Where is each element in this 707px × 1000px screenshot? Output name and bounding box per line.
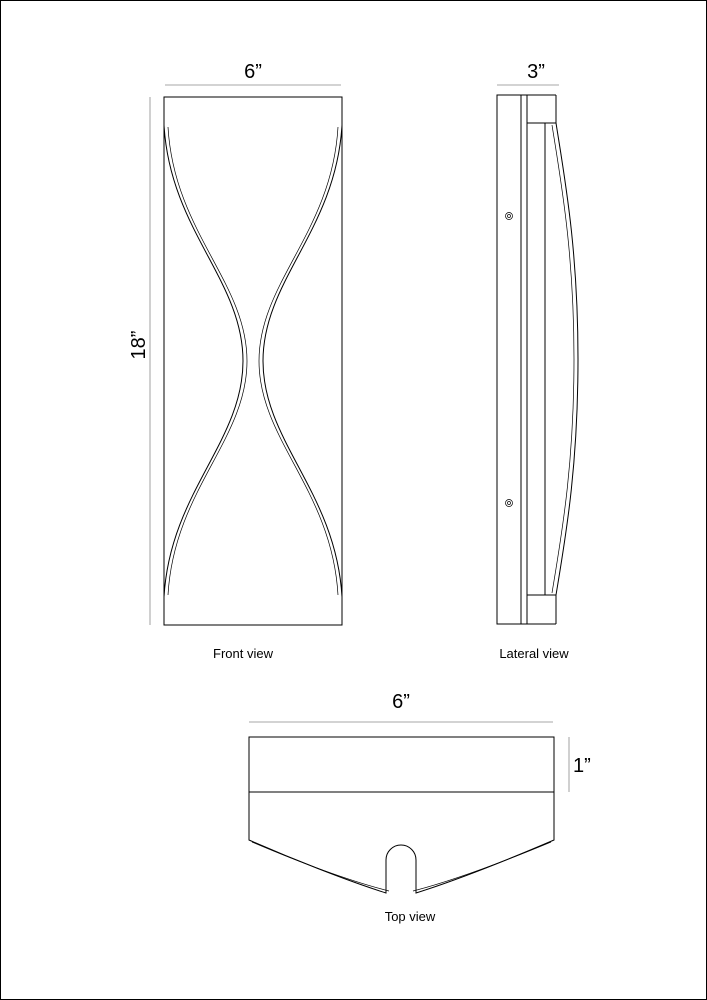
screw-bottom-icon	[506, 500, 513, 507]
front-body-outline	[164, 97, 342, 625]
lateral-back-plate	[497, 95, 521, 624]
lateral-bulge-curve	[556, 123, 578, 595]
lateral-view	[497, 61, 578, 661]
front-view	[128, 61, 342, 661]
screw-top-icon	[506, 213, 513, 220]
lateral-bulge-curve-inner	[552, 125, 574, 593]
lateral-depth-label: 3”	[527, 61, 545, 83]
front-width-label: 6”	[244, 61, 262, 83]
top-body-outline	[249, 792, 554, 893]
top-thickness-label: 1”	[573, 755, 591, 777]
front-height-label: 18”	[128, 330, 150, 360]
top-back-plate	[249, 737, 554, 792]
top-body-left-edge	[252, 842, 389, 891]
top-width-label: 6”	[392, 691, 410, 713]
front-right-curve	[263, 125, 342, 597]
front-view-caption: Front view	[213, 646, 273, 661]
front-left-curve	[164, 125, 243, 597]
top-view	[249, 691, 591, 924]
top-view-caption: Top view	[384, 909, 436, 924]
top-body-right-edge	[413, 842, 551, 891]
lateral-view-caption: Lateral view	[499, 646, 569, 661]
